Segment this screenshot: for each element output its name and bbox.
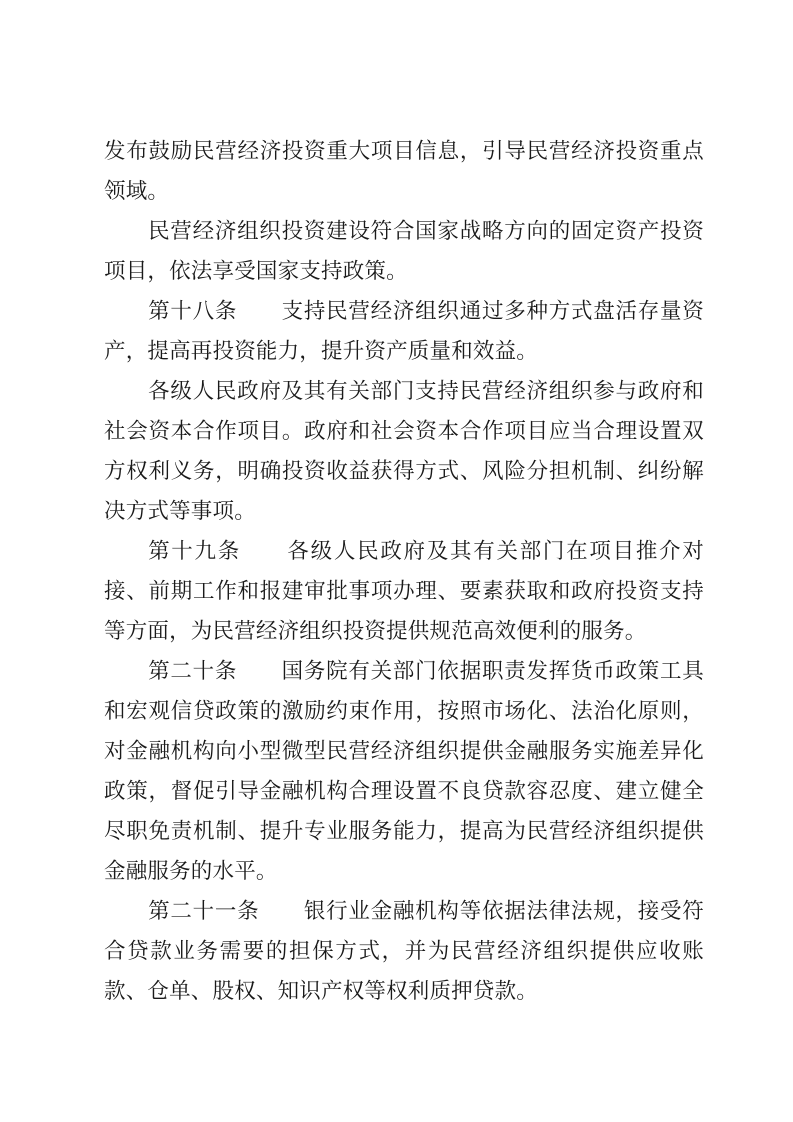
article-19: 第十九条 各级人民政府及其有关部门在项目推介对接、前期工作和报建审批事项办理、要素获取和政府投资支持等方面，为民营经济组织投资提供规范高效便利的服务。 [104, 539, 704, 644]
paragraph-ppp-projects: 各级人民政府及其有关部门支持民营经济组织参与政府和社会资本合作项目。政府和社会资本合作项目应当合理设置双方权利义务，明确投资收益获得方式、风险分担机制、纠纷解决方式等事项。 [104, 379, 704, 524]
article-21: 第二十一条 银行业金融机构等依据法律法规，接受符合贷款业务需要的担保方式，并为民营经济组织提供应收账款、仓单、股权、知识产权等权利质押贷款。 [104, 899, 704, 1004]
paragraph-continuation: 发布鼓励民营经济投资重大项目信息，引导民营经济投资重点领域。 [104, 139, 704, 204]
document-text-body [104, 132, 704, 1012]
article-18: 第十八条 支持民营经济组织通过多种方式盘活存量资产，提高再投资能力，提升资产质量和效益。 [104, 299, 704, 364]
article-20: 第二十条 国务院有关部门依据职责发挥货币政策工具和宏观信贷政策的激励约束作用，按照市场化、法治化原则，对金融机构向小型微型民营经济组织提供金融服务实施差异化政策，督促引导金融机构合理设置不良贷款容忍度、建立健全尽职免责机制、提升专业服务能力，提高为民营经济组织提供金融服务的水平。 [104, 659, 704, 884]
paragraph-investment-policy: 民营经济组织投资建设符合国家战略方向的固定资产投资项目，依法享受国家支持政策。 [104, 219, 704, 284]
